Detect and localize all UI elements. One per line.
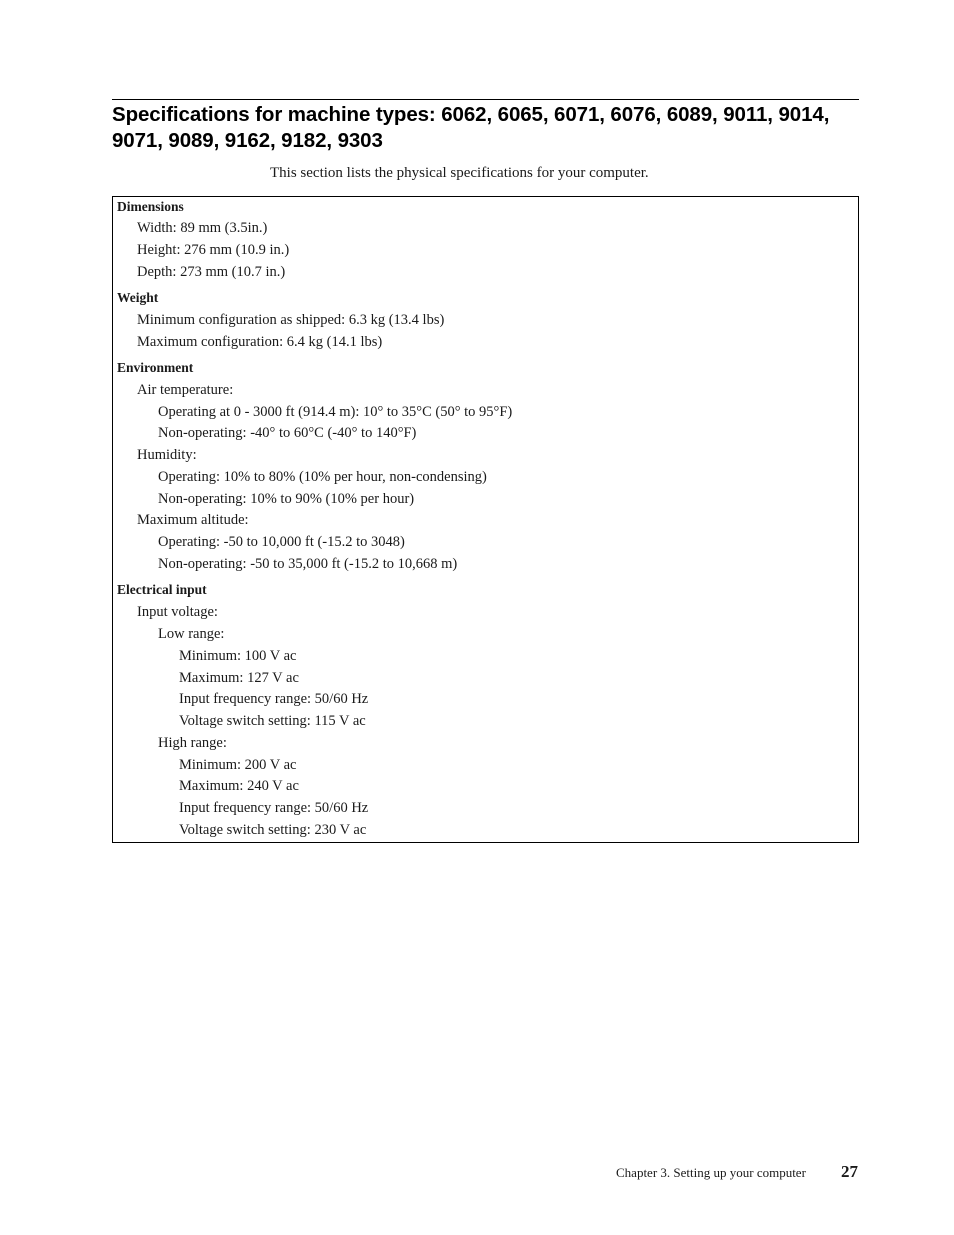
weight-heading: Weight [117,290,159,305]
air-temperature-non-operating: Non-operating: -40° to 60°C (-40° to 140°F) [158,425,417,441]
dimensions-heading: Dimensions [117,199,184,214]
high-range-switch-setting: Voltage switch setting: 230 V ac [179,822,367,838]
low-range-frequency: Input frequency range: 50/60 Hz [179,691,369,707]
page-number: 27 [841,1162,858,1181]
specifications-table [112,196,859,843]
page-title: Specifications for machine types: 6062, 6065, 6071, 6076, 6089, 9011, 9014, 9071, 9089, 9162, 9182, 9303 [112,103,830,152]
dimension-height: Height: 276 mm (10.9 in.) [137,242,290,258]
humidity-operating: Operating: 10% to 80% (10% per hour, non-condensing) [158,469,487,485]
air-temperature-operating: Operating at 0 - 3000 ft (914.4 m): 10° to 35°C (50° to 95°F) [158,404,513,420]
environment-heading: Environment [117,360,194,375]
low-range-switch-setting: Voltage switch setting: 115 V ac [179,713,366,729]
high-range-label: High range: [158,735,227,751]
high-range-minimum: Minimum: 200 V ac [179,757,297,773]
high-range-frequency: Input frequency range: 50/60 Hz [179,800,369,816]
intro-text: This section lists the physical specifications for your computer. [270,165,649,181]
high-range-maximum: Maximum: 240 V ac [179,778,299,794]
low-range-minimum: Minimum: 100 V ac [179,648,297,664]
low-range-maximum: Maximum: 127 V ac [179,670,299,686]
air-temperature-label: Air temperature: [137,382,234,398]
max-altitude-label: Maximum altitude: [137,512,249,528]
dimension-depth: Depth: 273 mm (10.7 in.) [137,264,286,280]
dimension-width: Width: 89 mm (3.5in.) [137,220,268,236]
top-rule [112,99,859,100]
weight-minimum: Minimum configuration as shipped: 6.3 kg (13.4 lbs) [137,312,445,328]
altitude-operating: Operating: -50 to 10,000 ft (-15.2 to 3048) [158,534,405,550]
humidity-label: Humidity: [137,447,197,463]
electrical-input-heading: Electrical input [117,582,207,597]
weight-maximum: Maximum configuration: 6.4 kg (14.1 lbs) [137,334,383,350]
input-voltage-label: Input voltage: [137,604,218,620]
footer-chapter-title: Chapter 3. Setting up your computer [616,1165,806,1180]
low-range-label: Low range: [158,626,225,642]
humidity-non-operating: Non-operating: 10% to 90% (10% per hour) [158,491,415,507]
altitude-non-operating: Non-operating: -50 to 35,000 ft (-15.2 to 10,668 m) [158,556,458,572]
